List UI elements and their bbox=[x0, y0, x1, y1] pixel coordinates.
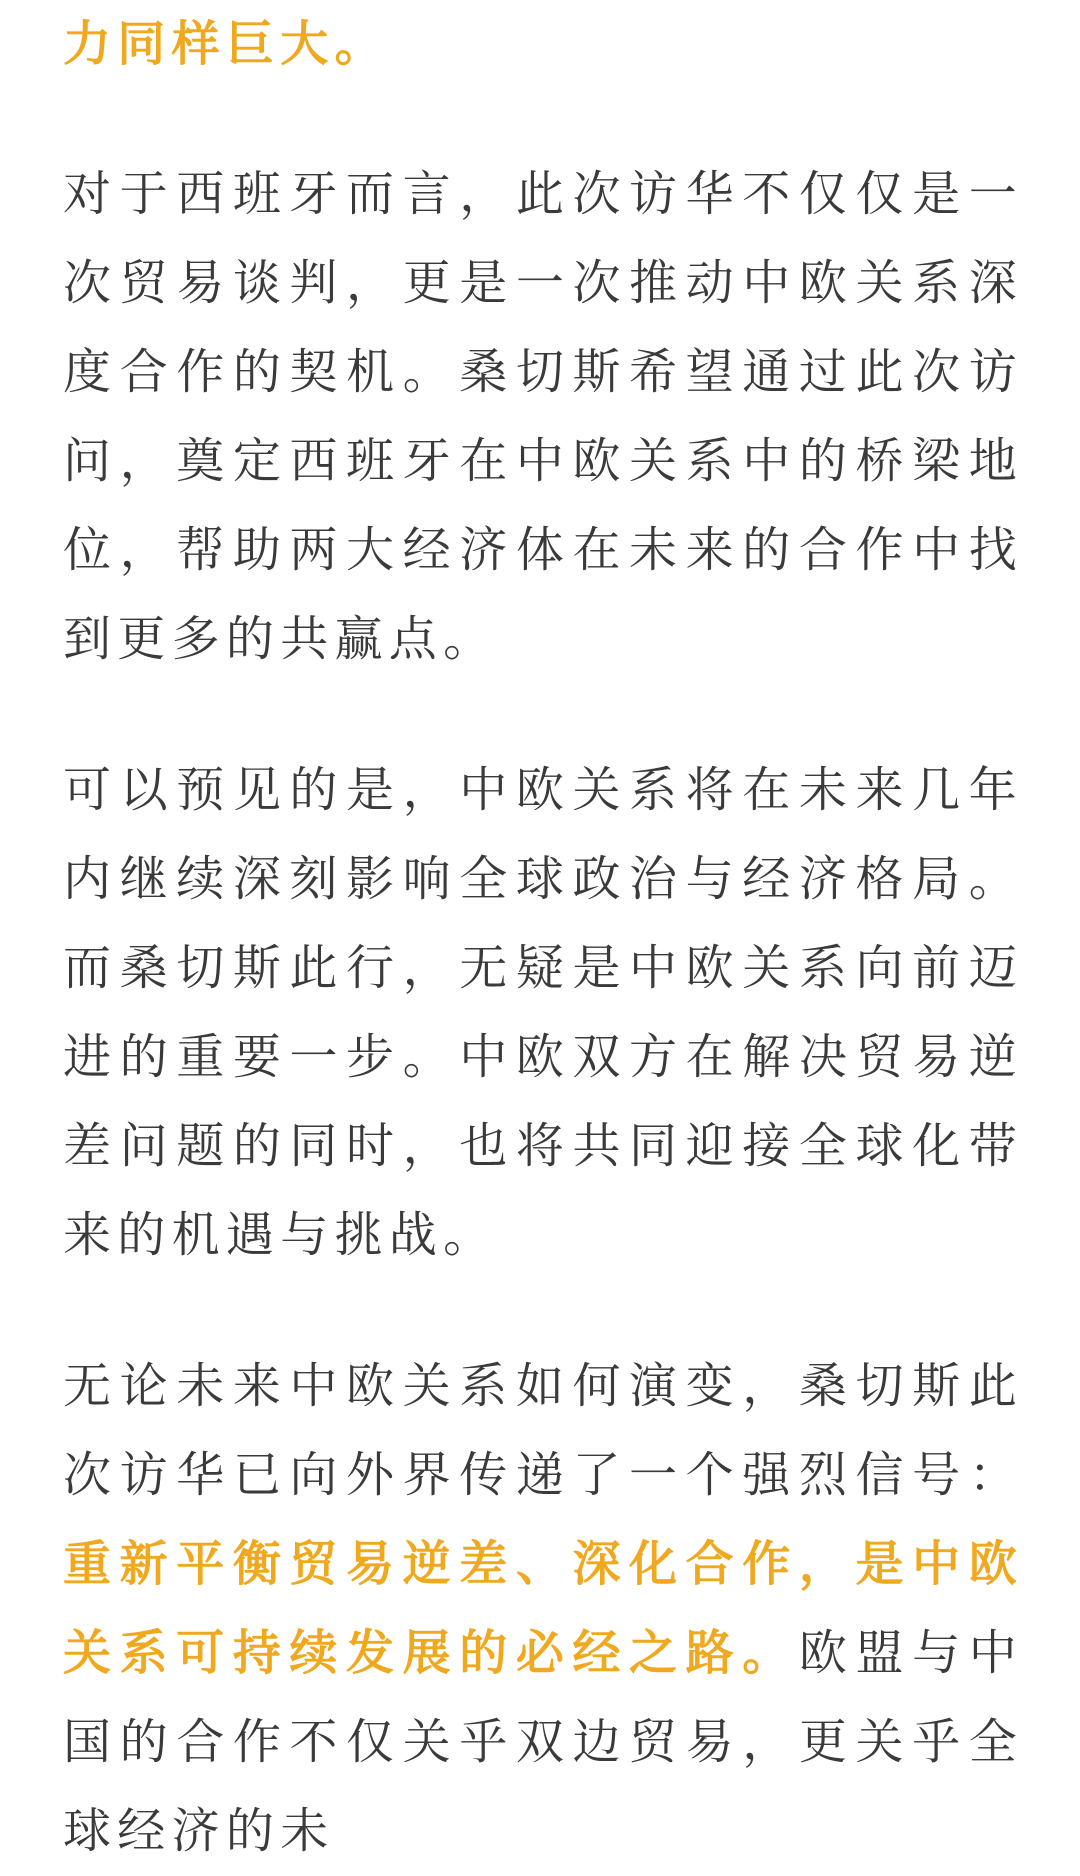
article-body bbox=[63, 0, 1023, 1876]
highlight-text: 重新平衡贸易逆差、深化合作，是中欧关系可持续发展的必经之路。 bbox=[63, 1536, 1023, 1681]
paragraph-conclusion bbox=[63, 1342, 1023, 1876]
paragraph-outlook: 可以预见的是，中欧关系将在未来几年内继续深刻影响全球政治与经济格局。而桑切斯此行，无疑是中欧关系向前迈进的重要一步。中欧双方在解决贸易逆差问题的同时，也将共同迎接全球化带来的机遇与挑战。 bbox=[63, 762, 1023, 1263]
conclusion-text-after: 欧盟与中国的合作不仅关乎双边贸易，更关乎全球经济的未 bbox=[63, 1625, 1023, 1859]
paragraph-spain-visit: 对于西班牙而言，此次访华不仅仅是一次贸易谈判，更是一次推动中欧关系深度合作的契机。桑切斯希望通过此次访问，奠定西班牙在中欧关系中的桥梁地位，帮助两大经济体在未来的合作中找到更多的共赢点。 bbox=[63, 166, 1023, 667]
highlight-text: 力同样巨大。 bbox=[63, 16, 389, 72]
paragraph-intro-tail bbox=[63, 0, 1023, 89]
conclusion-text-before: 无论未来中欧关系如何演变，桑切斯此次访华已向外界传递了一个强烈信号： bbox=[63, 1358, 1023, 1503]
